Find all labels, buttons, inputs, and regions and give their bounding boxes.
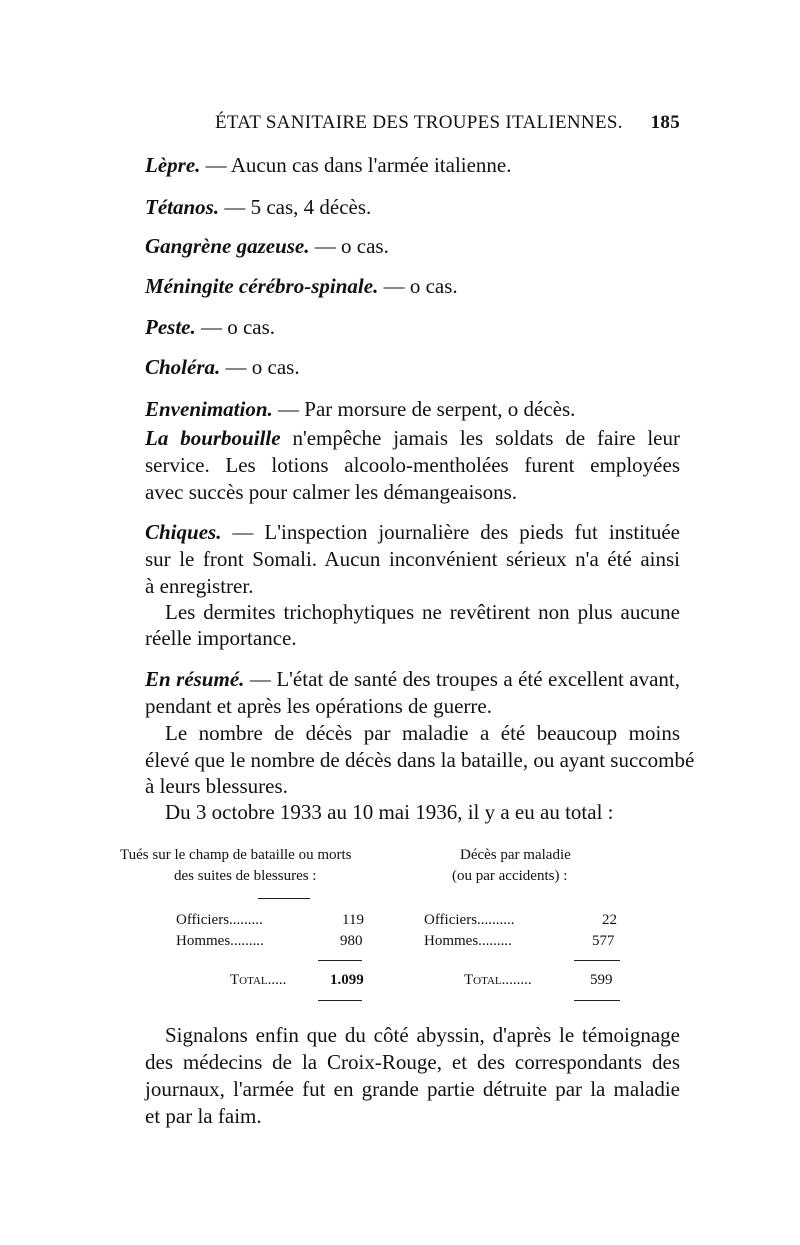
- right-heading-1: Décès par maladie: [460, 847, 571, 863]
- entry-text: — Par morsure de serpent, o décès.: [272, 397, 576, 421]
- entry-term: Choléra.: [145, 355, 221, 379]
- sum-rule-right: [574, 960, 620, 961]
- chiques-line-1: [145, 519, 680, 545]
- right-row-officiers-label: Officiers..........: [424, 912, 515, 928]
- entry-term: Tétanos.: [145, 195, 220, 219]
- total-rule-right: [574, 1000, 620, 1001]
- left-heading-2: des suites de blessures :: [174, 868, 317, 884]
- right-row-hommes-label: Hommes.........: [424, 933, 512, 949]
- page-number: 185: [650, 112, 680, 133]
- dermites-line-1: Les dermites trichophytiques ne revêtirent non plus aucune: [165, 600, 680, 624]
- header-title: ÉTAT SANITAIRE DES TROUPES ITALIENNES.: [215, 112, 623, 133]
- entry-text: — 5 cas, 4 décès.: [219, 195, 372, 219]
- entry-term: Méningite cérébro-spinale.: [145, 274, 379, 298]
- bourbouille-line-3: avec succès pour calmer les démangeaisons.: [145, 480, 518, 504]
- paragraph-text: n'empêche jamais les soldats de faire leur: [280, 426, 680, 450]
- resume-line-1: [145, 666, 680, 692]
- nombre-line-2: élevé que le nombre de décès dans la bataille, ou ayant succombé: [145, 748, 695, 772]
- entry-text: — o cas.: [309, 234, 389, 258]
- entry-text: — Aucun cas dans l'armée italienne.: [200, 153, 512, 177]
- total-rule-left: [318, 1000, 362, 1001]
- paragraph-text: — L'inspection journalière des pieds fut instituée: [221, 520, 680, 544]
- entry-term: Peste.: [145, 315, 196, 339]
- sum-rule-left: [318, 960, 362, 961]
- entry-text: — o cas.: [378, 274, 458, 298]
- left-row-hommes-value: 980: [340, 933, 363, 949]
- entry-gangrene: [145, 233, 680, 259]
- paragraph-text: — L'état de santé des troupes a été excellent avant,: [244, 667, 681, 691]
- chiques-line-3: à enregistrer.: [145, 574, 254, 598]
- right-total-value: 599: [590, 972, 613, 988]
- entry-term: Gangrène gazeuse.: [145, 234, 310, 258]
- entry-text: — o cas.: [220, 355, 300, 379]
- conclusion-line-1: Signalons enfin que du côté abyssin, d'après le témoignage: [165, 1023, 680, 1047]
- nombre-line-1: Le nombre de décès par maladie a été beaucoup moins: [165, 721, 680, 745]
- right-heading-2: (ou par accidents) :: [452, 868, 568, 884]
- entry-term: En résumé.: [145, 667, 245, 691]
- conclusion-line-2: des médecins de la Croix-Rouge, et des correspondants des: [145, 1050, 680, 1074]
- entry-meningite: [145, 273, 680, 299]
- entry-term: Lèpre.: [145, 153, 201, 177]
- right-row-hommes-value: 577: [592, 933, 615, 949]
- chiques-line-2: sur le front Somali. Aucun inconvénient sérieux n'a été ainsi: [145, 547, 680, 571]
- entry-term: La bourbouille: [145, 426, 281, 450]
- entry-cholera: [145, 354, 680, 380]
- entry-text: — o cas.: [195, 315, 276, 339]
- entry-term: Envenimation.: [145, 397, 273, 421]
- conclusion-line-3: journaux, l'armée fut en grande partie détruite par la maladie: [145, 1077, 680, 1101]
- heading-rule-left: [258, 898, 310, 899]
- left-heading-1: Tués sur le champ de bataille ou morts: [120, 847, 352, 863]
- entry-peste: [145, 314, 680, 340]
- right-total-label: Total........: [464, 972, 532, 988]
- bourbouille-line-1: [145, 425, 680, 451]
- dermites-line-2: réelle importance.: [145, 626, 297, 650]
- left-total-label: Total.....: [230, 972, 287, 988]
- entry-tetanos: [145, 194, 680, 220]
- bourbouille-line-2: service. Les lotions alcoolo-mentholées furent employées: [145, 453, 680, 477]
- entry-envenimation: [145, 396, 680, 422]
- left-total-value: 1.099: [330, 972, 364, 988]
- left-row-officiers-label: Officiers.........: [176, 912, 263, 928]
- conclusion-line-4: et par la faim.: [145, 1104, 262, 1128]
- nombre-line-3: à leurs blessures.: [145, 774, 288, 798]
- entry-term: Chiques.: [145, 520, 222, 544]
- left-row-hommes-label: Hommes.........: [176, 933, 264, 949]
- total-intro: Du 3 octobre 1933 au 10 mai 1936, il y a eu au total :: [165, 800, 614, 824]
- left-row-officiers-value: 119: [342, 912, 364, 928]
- resume-line-2: pendant et après les opérations de guerre.: [145, 694, 492, 718]
- entry-lepre: [145, 152, 680, 178]
- right-row-officiers-value: 22: [602, 912, 617, 928]
